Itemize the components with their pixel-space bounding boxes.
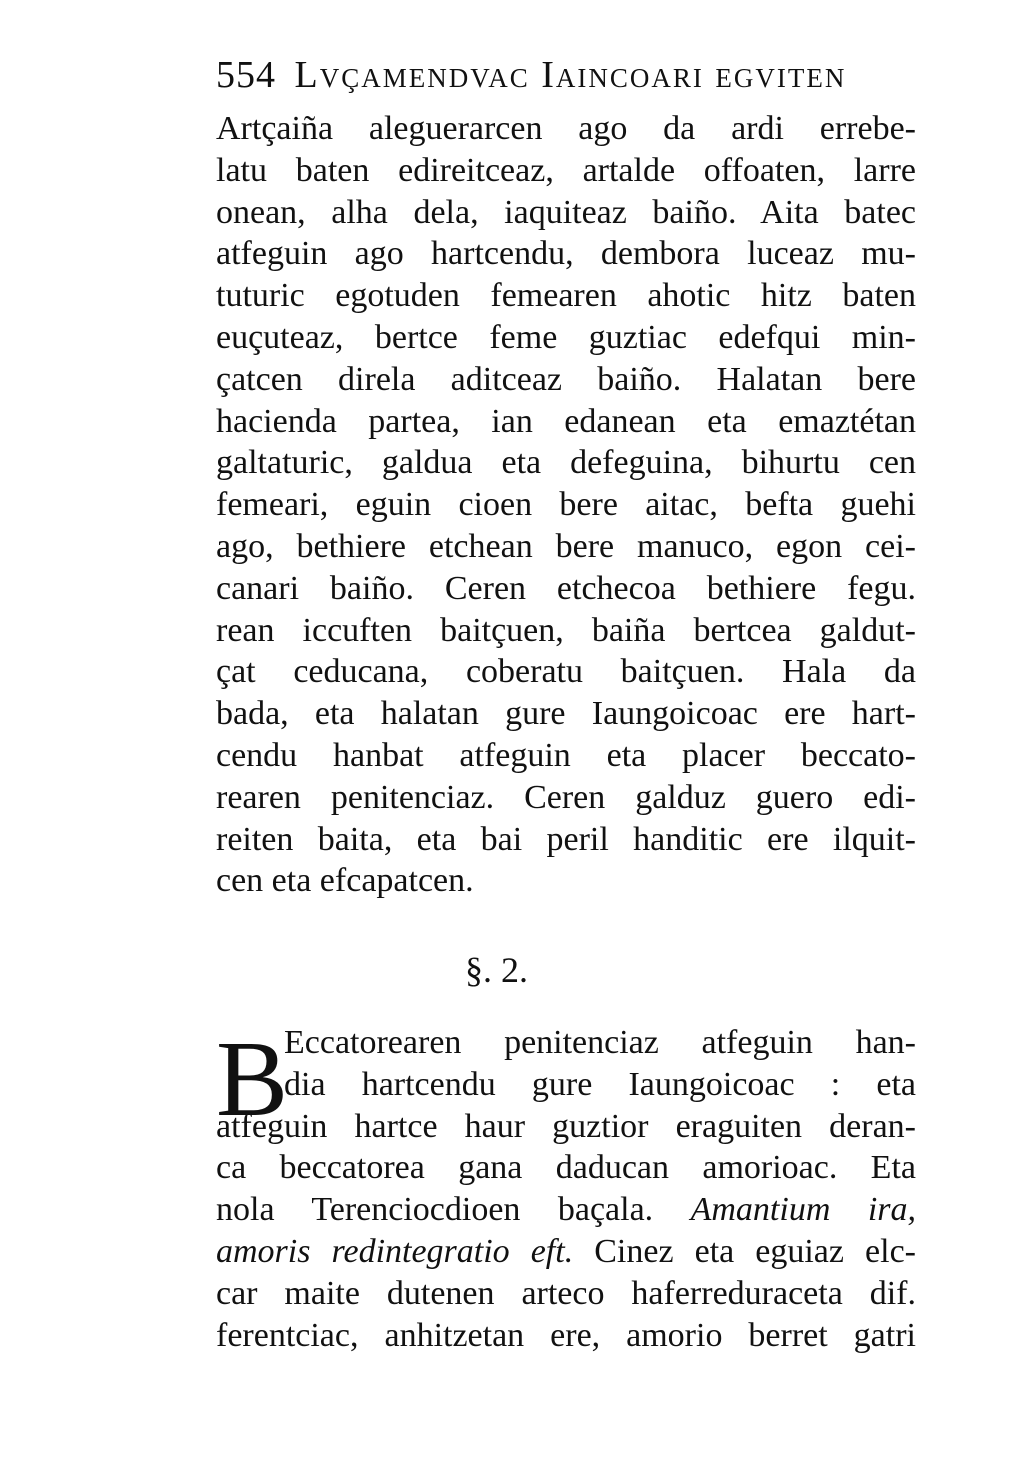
text-line: tuturic egotuden femearen ahotic hitz baten bbox=[216, 277, 916, 315]
text-line: cendu hanbat atfeguin eta placer beccato- bbox=[216, 736, 916, 774]
text-line: car maite dutenen arteco haferreduraceta dif. bbox=[216, 1274, 916, 1312]
paragraph-2 bbox=[216, 1022, 916, 1356]
text-line: atfeguin ago hartcendu, dembora luceaz mu- bbox=[216, 235, 916, 273]
text-line: euçuteaz, bertce feme guztiac edefqui min- bbox=[216, 318, 916, 356]
drop-cap: B bbox=[216, 1020, 289, 1139]
text-line: rearen penitenciaz. Ceren galduz guero edi- bbox=[216, 778, 916, 816]
running-head bbox=[216, 52, 916, 98]
latin-quote: Amantium ira, bbox=[690, 1191, 916, 1229]
text-line: latu baten edireitceaz, artalde offoaten, larre bbox=[216, 151, 916, 189]
text-line: dia hartcendu gure Iaungoicoac : eta bbox=[284, 1065, 916, 1103]
section-number: §. 2. bbox=[465, 950, 528, 990]
text-line: ferentciac, anhitzetan ere, amorio berret gatri bbox=[216, 1316, 916, 1354]
text-line: femeari, eguin cioen bere aitac, befta guehi bbox=[216, 486, 916, 524]
text-line: Eccatorearen penitenciaz atfeguin han- bbox=[284, 1024, 916, 1061]
section-heading bbox=[0, 948, 1023, 992]
text-line: ago, bethiere etchean bere manuco, egon cei- bbox=[216, 527, 916, 565]
text-line: atfeguin hartce haur guztior eraguiten deran- bbox=[216, 1107, 916, 1145]
text-line: Artçaiña aleguerarcen ago da ardi errebe- bbox=[216, 110, 916, 147]
text-line: reiten baita, eta bai peril handitic ere ilquit- bbox=[216, 820, 916, 858]
text-line bbox=[216, 1231, 916, 1273]
text-span: Cinez eta eguiaz elc- bbox=[573, 1232, 916, 1270]
running-title: Lvçamendvac Iaincoari egviten bbox=[294, 54, 847, 96]
page-number: 554 bbox=[216, 54, 276, 96]
text-line: onean, alha dela, iaquiteaz baiño. Aita batec bbox=[216, 193, 916, 231]
text-span: nola Terenciocdioen baçala. bbox=[216, 1191, 691, 1229]
text-line: ca beccatorea gana daducan amorioac. Eta bbox=[216, 1149, 916, 1187]
text-line bbox=[216, 1189, 916, 1231]
text-line: çatcen direla aditceaz baiño. Halatan bere bbox=[216, 360, 916, 398]
text-line: galtaturic, galdua eta defeguina, bihurtu cen bbox=[216, 444, 916, 482]
text-line: rean iccuften baitçuen, baiña bertcea galdut- bbox=[216, 611, 916, 649]
text-line: hacienda partea, ian edanean eta emaztétan bbox=[216, 402, 916, 440]
text-line: bada, eta halatan gure Iaungoicoac ere hart- bbox=[216, 695, 916, 733]
text-line: çat ceducana, coberatu baitçuen. Hala da bbox=[216, 653, 916, 691]
paragraph-1 bbox=[216, 108, 916, 902]
text-line: canari baiño. Ceren etchecoa bethiere fegu. bbox=[216, 569, 916, 607]
latin-quote: amoris redintegratio eft. bbox=[216, 1232, 574, 1270]
text-line: cen eta efcapatcen. bbox=[216, 862, 474, 900]
